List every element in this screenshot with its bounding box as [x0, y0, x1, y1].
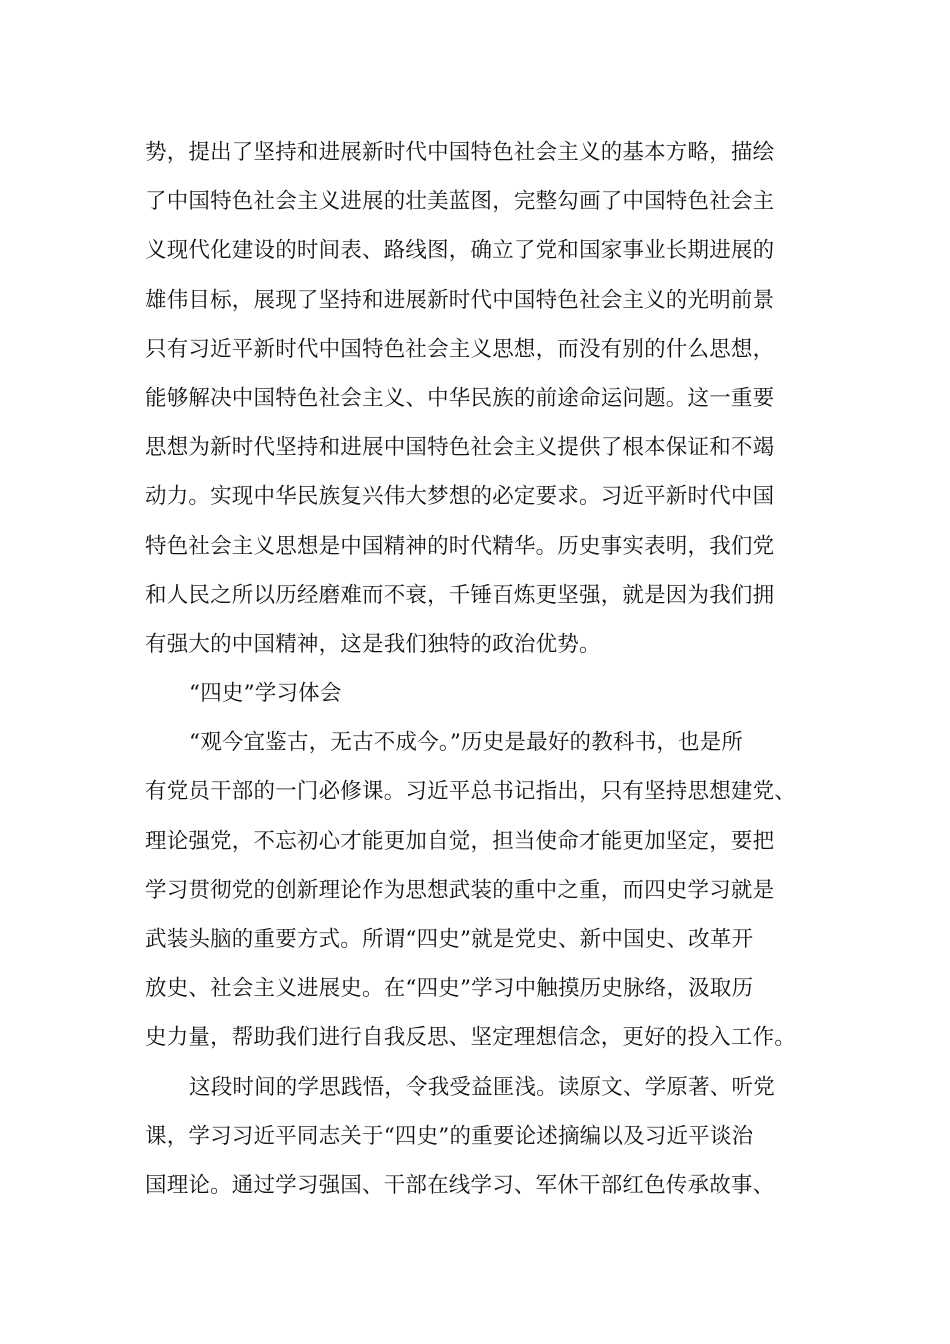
- text-line: 义现代化建设的时间表、路线图，确立了党和国家事业长期进展的: [145, 238, 775, 264]
- text-line: 特色社会主义思想是中国精神的时代精华。历史事实表明，我们党: [145, 533, 775, 559]
- text-line: “观今宜鉴古，无古不成今。”历史是最好的教科书，也是所: [189, 730, 744, 756]
- text-line: 能够解决中国特色社会主义、中华民族的前途命运问题。这一重要: [145, 385, 775, 411]
- text-line: 国理论。通过学习强国、干部在线学习、军休干部红色传承故事、: [145, 1172, 775, 1198]
- text-line: 雄伟目标，展现了坚持和进展新时代中国特色社会主义的光明前景: [145, 287, 775, 313]
- text-line: 放史、社会主义进展史。在“四史”学习中触摸历史脉络，汲取历: [145, 976, 754, 1002]
- text-line: 武装头脑的重要方式。所谓“四史”就是党史、新中国史、改革开: [145, 927, 754, 952]
- text-line: 只有习近平新时代中国特色社会主义思想，而没有别的什么思想，: [145, 336, 775, 362]
- text-line: “四史”学习体会: [189, 681, 342, 707]
- document-body: [145, 128, 845, 1210]
- text-line: 学习贯彻党的创新理论作为思想武装的重中之重，而四史学习就是: [145, 877, 775, 903]
- text-line: 势，提出了坚持和进展新时代中国特色社会主义的基本方略，描绘: [145, 140, 775, 165]
- text-line: 动力。实现中华民族复兴伟大梦想的必定要求。习近平新时代中国: [145, 484, 775, 510]
- text-line: 有强大的中国精神，这是我们独特的政治优势。: [145, 631, 601, 657]
- text-line: 有党员干部的一门必修课。习近平总书记指出，只有坚持思想建党、: [145, 779, 797, 805]
- text-line: 课，学习习近平同志关于“四史”的重要论述摘编以及习近平谈治: [145, 1123, 754, 1149]
- text-line: 这段时间的学思践悟，令我受益匪浅。读原文、学原著、听党: [189, 1074, 775, 1100]
- text-line: 和人民之所以历经磨难而不衰，千锤百炼更坚强，就是因为我们拥: [145, 582, 775, 608]
- text-line: 思想为新时代坚持和进展中国特色社会主义提供了根本保证和不竭: [145, 435, 775, 461]
- text-line: 史力量，帮助我们进行自我反思、坚定理想信念，更好的投入工作。: [145, 1025, 797, 1051]
- text-line: 理论强党，不忘初心才能更加自觉，担当使命才能更加坚定，要把: [145, 828, 775, 854]
- text-line: 了中国特色社会主义进展的壮美蓝图，完整勾画了中国特色社会主: [145, 189, 775, 215]
